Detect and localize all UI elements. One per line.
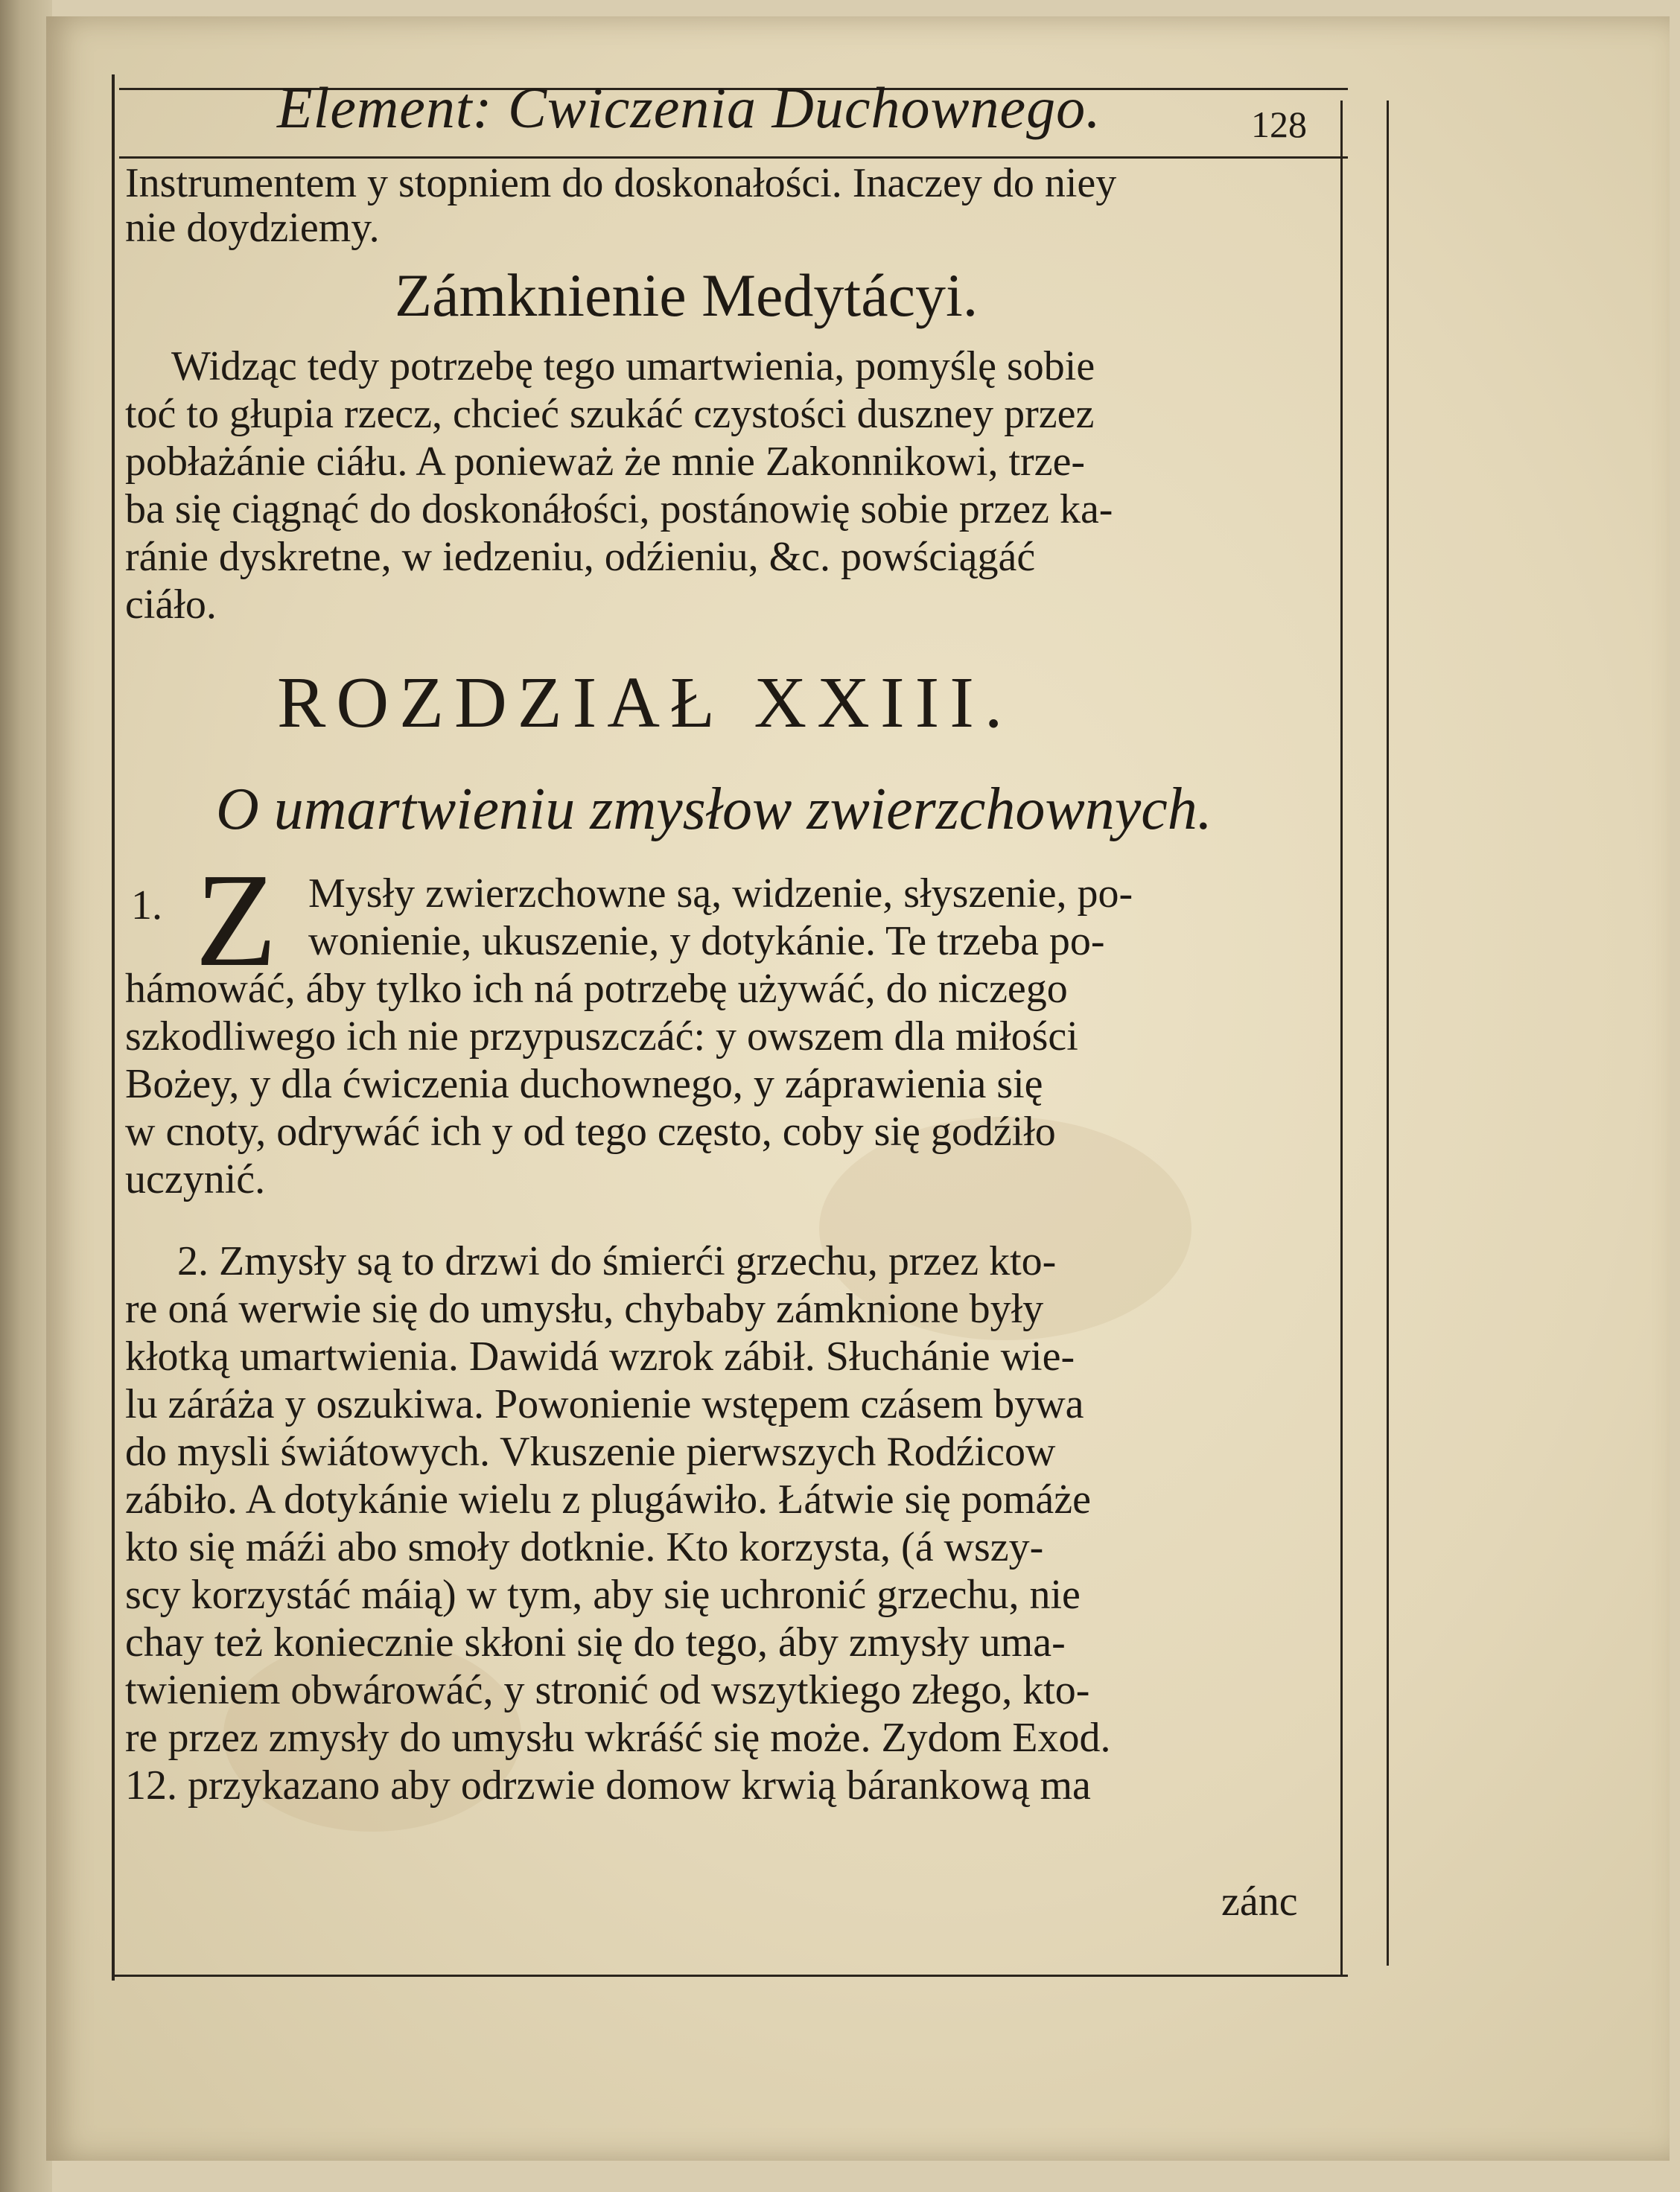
header-rule [119, 156, 1348, 159]
text-line: pobłażánie ciáłu. A ponieważ że mnie Zakonnikowi, trze- [125, 439, 1086, 485]
text-line: Instrumentem y stopniem do doskonałości. Inaczey do niey [125, 160, 1117, 206]
text-line: ciáło. [125, 582, 217, 628]
text-line: Bożey, y dla ćwiczenia duchownego, y záprawienia się [125, 1061, 1043, 1107]
text-line: w cnoty, odrywáć ich y od tego często, coby się godźiło [125, 1109, 1056, 1155]
catchword: zánc [1221, 1879, 1298, 1925]
chapter-title: ROZDZIAŁ XXIII. [277, 663, 1014, 743]
chapter-subtitle: O umartwieniu zmysłow zwierzchownych. [216, 777, 1212, 842]
text-line: chay też koniecznie skłoni się do tego, áby zmysły uma- [125, 1619, 1066, 1666]
text-line: zábiło. A dotykánie wielu z plugáwiło. Łátwie się pomáże [125, 1476, 1091, 1523]
text-line: szkodliwego ich nie przypuszczáć: y owszem dla miłości [125, 1013, 1078, 1060]
text-line: re przez zmysły do umysłu wkráść się może. Zydom Exod. [125, 1715, 1111, 1761]
page-number: 128 [1251, 103, 1307, 145]
binding-fold [0, 0, 52, 2192]
text-line: scy korzystáć máią) w tym, aby się uchronić grzechu, nie [125, 1572, 1081, 1618]
drop-capital: Z [195, 846, 277, 994]
running-head: Element: Cwiczenia Duchownego. [277, 75, 1101, 140]
text-line: wonienie, ukuszenie, y dotykánie. Te trzeba po- [308, 918, 1105, 964]
text-line: 2. Zmysły są to drzwi do śmierći grzechu, przez kto- [177, 1238, 1057, 1284]
text-line: kłotką umartwienia. Dawidá wzrok zábił. Słuchánie wie- [125, 1334, 1075, 1380]
text-line: Mysły zwierzchowne są, widzenie, słyszenie, po- [308, 870, 1133, 917]
text-line: do mysli świátowych. Vkuszenie pierwszych Rodźicow [125, 1429, 1056, 1475]
frame-right-rule [1340, 101, 1343, 1977]
text-line: uczynić. [125, 1156, 266, 1202]
section-title: Zámknienie Medytácyi. [395, 261, 979, 329]
text-line: ránie dyskretne, w iedzeniu, odźieniu, &c. powściągáć [125, 534, 1036, 580]
text-line: hámowáć, áby tylko ich ná potrzebę używáć, do niczego [125, 966, 1068, 1012]
frame-left-rule [112, 74, 115, 1981]
frame-bottom-rule [112, 1975, 1348, 1977]
text-line: twieniem obwárowáć, y stronić od wszytkiego złego, kto- [125, 1667, 1090, 1713]
text-line: ba się ciągnąć do doskonáłości, postánowię sobie przez ka- [125, 486, 1113, 532]
text-line: re oná werwie się do umysłu, chybaby zámknione były [125, 1286, 1044, 1332]
paragraph-number: 1. [131, 882, 162, 928]
text-line: lu záráża y oszukiwa. Powonienie wstępem czásem bywa [125, 1381, 1084, 1427]
text-line: nie doydziemy. [125, 205, 380, 251]
text-line: 12. przykazano aby odrzwie domow krwią bárankową ma [125, 1762, 1091, 1809]
text-line: toć to głupia rzecz, chcieć szukáć czystości duszney przez [125, 391, 1095, 437]
text-line: kto się máźi abo smoły dotknie. Kto korzysta, (á wszy- [125, 1524, 1044, 1570]
text-line: Widząc tedy potrzebę tego umartwienia, pomyślę sobie [171, 343, 1095, 389]
frame-outer-right-rule [1387, 101, 1389, 1966]
